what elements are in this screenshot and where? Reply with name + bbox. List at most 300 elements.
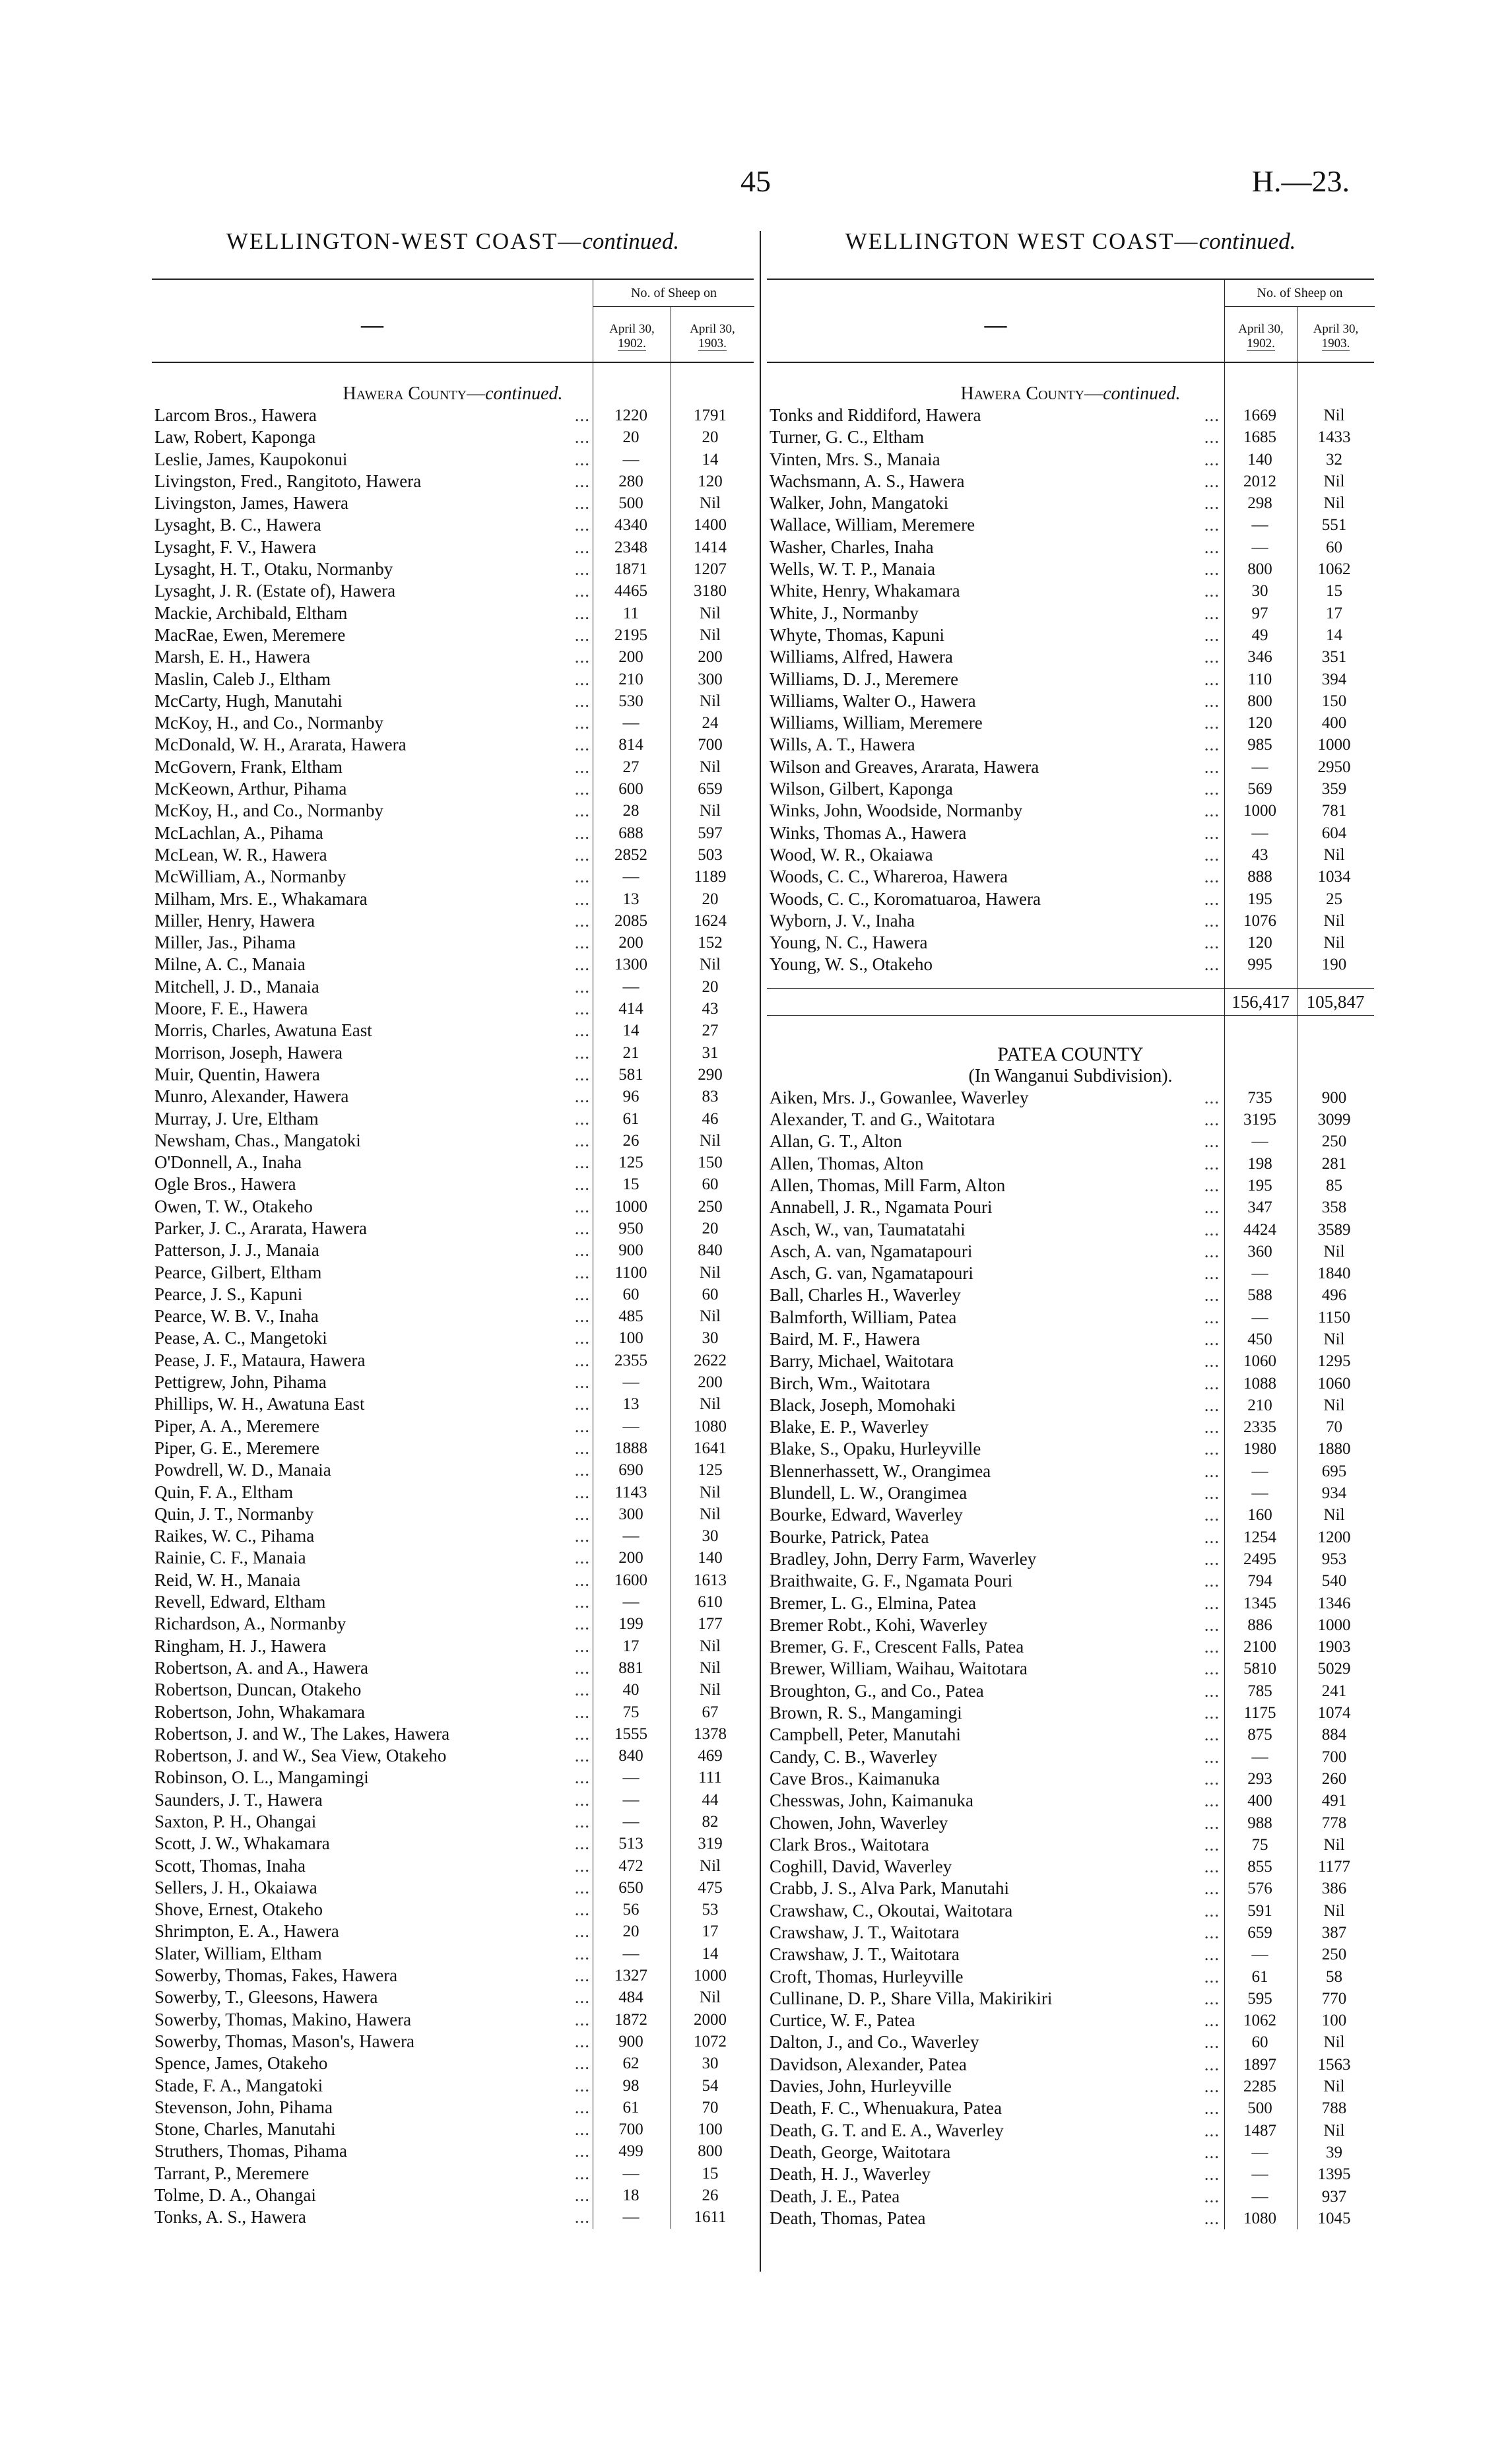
- owner-name: Cave Bros., Kaimanuka: [770, 1768, 940, 1789]
- owner-name: McDonald, W. H., Ararata, Hawera: [154, 735, 407, 755]
- owner-name: Saunders, J. T., Hawera: [154, 1789, 323, 1810]
- sheep-1903: 85: [1326, 1176, 1342, 1195]
- sheep-1902: 195: [1247, 890, 1272, 908]
- table-row: [152, 514, 754, 536]
- sheep-1902: 125: [618, 1154, 643, 1172]
- owner-name: Turner, G. C., Eltham: [770, 427, 925, 447]
- leader-dots: ...: [1204, 844, 1220, 865]
- sheep-1903: 250: [698, 1197, 723, 1216]
- table-row: [767, 624, 1374, 646]
- sheep-1902: 1871: [614, 560, 647, 579]
- sheep-1903: 900: [1321, 1088, 1347, 1107]
- sheep-1902: 1000: [1243, 802, 1276, 820]
- table-row: [152, 1899, 754, 1921]
- sheep-1903: 82: [702, 1813, 719, 1831]
- owner-name: Piper, G. E., Meremere: [154, 1437, 320, 1458]
- leader-dots: ...: [574, 1833, 590, 1854]
- table-row: [767, 712, 1374, 734]
- leader-dots: ...: [1204, 801, 1220, 821]
- owner-name: Piper, A. A., Meremere: [154, 1416, 320, 1436]
- sheep-1903: 17: [1326, 604, 1342, 622]
- leader-dots: ...: [574, 537, 590, 557]
- sheep-1902: 794: [1247, 1572, 1272, 1591]
- sheep-1902: 581: [618, 1065, 643, 1084]
- leader-dots: ...: [574, 405, 590, 425]
- sheep-1902: 110: [1247, 670, 1272, 688]
- sheep-1902: 985: [1247, 736, 1272, 754]
- sheep-1903: 17: [702, 1922, 719, 1941]
- right-rows-hawera: [767, 405, 1374, 976]
- table-row: [152, 1262, 754, 1284]
- table-row: [767, 405, 1374, 426]
- sheep-1902: 2852: [614, 845, 647, 864]
- owner-name: Young, N. C., Hawera: [770, 933, 928, 953]
- sheep-1902: 62: [622, 2054, 640, 2073]
- sheep-1902: 1000: [614, 1197, 647, 1216]
- sheep-1902: 18: [622, 2186, 640, 2205]
- sheep-1902: 2100: [1243, 1638, 1276, 1657]
- sheep-1903: 1062: [1317, 560, 1351, 579]
- sheep-1903: Nil: [700, 1637, 721, 1655]
- owner-name: Death, F. C., Whenuakura, Patea: [770, 2098, 1002, 2118]
- sheep-1903: 24: [702, 714, 719, 733]
- total-1902: 156,417: [1232, 991, 1290, 1012]
- table-row: [152, 910, 754, 932]
- sheep-1903: 43: [702, 1000, 719, 1018]
- owner-name: Croft, Thomas, Hurleyville: [770, 1966, 964, 1987]
- owner-name: Morris, Charles, Awatuna East: [154, 1020, 372, 1041]
- owner-name: Chowen, John, Waverley: [770, 1812, 948, 1833]
- leader-dots: ...: [1204, 2142, 1220, 2162]
- table-row: [152, 1416, 754, 1437]
- leader-dots: ...: [1204, 1351, 1220, 1371]
- sheep-1903: 190: [1321, 956, 1347, 974]
- table-row: [152, 1042, 754, 1064]
- owner-name: Young, W. S., Otakeho: [770, 954, 933, 975]
- owner-name: Tonks, A. S., Hawera: [154, 2207, 306, 2227]
- owner-name: Robertson, Duncan, Otakeho: [154, 1680, 362, 1700]
- table-row: [767, 2054, 1374, 2076]
- sheep-1902: 26: [622, 1131, 640, 1150]
- table-row: [152, 1108, 754, 1130]
- table-row: [152, 1064, 754, 1086]
- sheep-1902: 472: [618, 1856, 643, 1875]
- sheep-1902: 1327: [614, 1967, 647, 1985]
- leader-dots: ...: [1204, 2032, 1220, 2052]
- sheep-1903: Nil: [700, 802, 721, 820]
- table-row: [152, 1130, 754, 1152]
- leader-dots: ...: [1204, 559, 1220, 579]
- sheep-1903: 1395: [1317, 2165, 1351, 2184]
- table-row: [152, 2184, 754, 2206]
- table-row: [152, 1350, 754, 1371]
- sheep-1903: 1400: [694, 516, 727, 535]
- leader-dots: ...: [574, 735, 590, 755]
- owner-name: Stone, Charles, Manutahi: [154, 2119, 336, 2140]
- owner-name: McLean, W. R., Hawera: [154, 844, 327, 865]
- table-row: [152, 624, 754, 646]
- leader-dots: ...: [1204, 2010, 1220, 2031]
- leader-dots: ...: [574, 888, 590, 909]
- owner-name: Asch, G. van, Ngamatapouri: [770, 1263, 973, 1284]
- leader-dots: ...: [574, 1437, 590, 1458]
- leader-dots: ...: [574, 867, 590, 887]
- sheep-1903: 1346: [1317, 1594, 1351, 1612]
- owner-name: Munro, Alexander, Hawera: [154, 1086, 349, 1107]
- sheep-1902: 75: [1251, 1835, 1268, 1854]
- sheep-1902: 96: [622, 1088, 640, 1106]
- sheep-1903: 44: [702, 1790, 719, 1809]
- sheep-1902: 450: [1247, 1330, 1272, 1348]
- table-row: [767, 1944, 1374, 1965]
- sheep-1903: Nil: [700, 626, 721, 644]
- sheep-1902: 2195: [614, 626, 647, 644]
- sheep-1903: 604: [1321, 824, 1347, 842]
- sheep-1902: 60: [622, 1285, 640, 1303]
- table-row: [152, 2052, 754, 2074]
- left-column-title: WELLINGTON-WEST COAST—continued.: [226, 228, 680, 254]
- sheep-1902: 886: [1247, 1616, 1272, 1634]
- left-table-header: [152, 279, 754, 363]
- leader-dots: ...: [574, 2207, 590, 2227]
- sheep-1902: 4424: [1243, 1220, 1276, 1239]
- sheep-1903: 15: [702, 2164, 719, 2183]
- owner-name: Rainie, C. F., Manaia: [154, 1548, 306, 1568]
- sheep-1902: 200: [618, 1549, 643, 1567]
- owner-name: Clark Bros., Waitotara: [770, 1834, 929, 1855]
- sheep-1903: Nil: [1323, 494, 1345, 513]
- owner-name: Winks, Thomas A., Hawera: [770, 822, 967, 843]
- sheep-1902: —: [622, 714, 640, 733]
- sheep-1902: 1076: [1243, 911, 1276, 930]
- sheep-1902: 120: [1247, 714, 1272, 733]
- leader-dots: ...: [574, 1460, 590, 1480]
- leader-dots: ...: [574, 1218, 590, 1238]
- sheep-1903: 610: [698, 1593, 723, 1612]
- owner-name: Woods, C. C., Koromatuaroa, Hawera: [770, 888, 1041, 909]
- owner-name: Brewer, William, Waihau, Waitotara: [770, 1658, 1028, 1679]
- leader-dots: ...: [1204, 427, 1220, 447]
- sheep-1902: —: [622, 1813, 640, 1831]
- sheep-1902: 688: [618, 824, 643, 842]
- owner-name: Bradley, John, Derry Farm, Waverley: [770, 1548, 1037, 1569]
- table-row: [767, 1812, 1374, 1834]
- sheep-1902: 300: [618, 1505, 643, 1523]
- sheep-1903: 394: [1321, 670, 1347, 688]
- total-1903: 105,847: [1306, 991, 1365, 1012]
- owner-name: Campbell, Peter, Manutahi: [770, 1724, 961, 1745]
- table-row: [767, 514, 1374, 536]
- table-row: [152, 2118, 754, 2140]
- sheep-1902: 1100: [614, 1263, 647, 1282]
- leader-dots: ...: [574, 1569, 590, 1590]
- owner-name: Crawshaw, C., Okoutai, Waitotara: [770, 1900, 1013, 1921]
- sheep-1902: 900: [618, 2032, 643, 2051]
- sheep-1902: 1872: [614, 2010, 647, 2029]
- table-row: [767, 778, 1374, 800]
- sheep-1903: Nil: [1323, 472, 1345, 490]
- table-row: [152, 1833, 754, 1855]
- sheep-1902: 2085: [614, 911, 647, 930]
- sheep-1902: 17: [622, 1637, 640, 1655]
- name-column-header: —: [984, 313, 1007, 337]
- sheep-1902: 785: [1247, 1682, 1272, 1700]
- owner-name: Sellers, J. H., Okaiawa: [154, 1877, 317, 1897]
- owner-name: Bourke, Edward, Waverley: [770, 1505, 963, 1525]
- section-subheading-patea: (In Wanganui Subdivision).: [968, 1065, 1173, 1086]
- sheep-1903: 2950: [1317, 758, 1351, 776]
- sheep-1903: Nil: [700, 1681, 721, 1699]
- sheep-1902: —: [622, 1769, 640, 1787]
- table-row: [767, 1438, 1374, 1460]
- owner-name: Wilson and Greaves, Ararata, Hawera: [770, 756, 1039, 777]
- leader-dots: ...: [1204, 515, 1220, 535]
- sheep-1903: 20: [702, 1219, 719, 1237]
- leader-dots: ...: [1204, 1527, 1220, 1547]
- table-row: [152, 690, 754, 712]
- sheep-1903: Nil: [1323, 1330, 1345, 1348]
- leader-dots: ...: [574, 669, 590, 689]
- leader-dots: ...: [1204, 1131, 1220, 1152]
- sheep-1902: 855: [1247, 1858, 1272, 1876]
- table-row: [152, 1745, 754, 1767]
- table-row: [152, 2097, 754, 2118]
- leader-dots: ...: [1204, 1812, 1220, 1833]
- sheep-1902: —: [1251, 824, 1268, 842]
- table-row: [152, 888, 754, 910]
- owner-name: Newsham, Chas., Mangatoki: [154, 1130, 361, 1150]
- sheep-1903: 260: [1321, 1769, 1347, 1788]
- owner-name: Bremer, G. F., Crescent Falls, Patea: [770, 1637, 1024, 1657]
- owner-name: Tolme, D. A., Ohangai: [154, 2185, 316, 2206]
- table-row: [767, 426, 1374, 448]
- owner-name: Lysaght, B. C., Hawera: [154, 515, 321, 535]
- table-row: [767, 1614, 1374, 1636]
- sheep-1903: Nil: [700, 1307, 721, 1326]
- owner-name: Larcom Bros., Hawera: [154, 405, 317, 425]
- sheep-1902: 875: [1247, 1726, 1272, 1744]
- table-row: [767, 1966, 1374, 1988]
- table-row: [767, 1702, 1374, 1724]
- left-table-body: [152, 363, 754, 2229]
- owner-name: Richardson, A., Normanby: [154, 1614, 346, 1634]
- sheep-1903: 100: [698, 2120, 723, 2139]
- owner-name: Baird, M. F., Hawera: [770, 1329, 921, 1349]
- leader-dots: ...: [574, 2009, 590, 2029]
- owner-name: Wallace, William, Meremere: [770, 515, 975, 535]
- owner-name: White, Henry, Whakamara: [770, 581, 960, 601]
- sheep-1902: 56: [622, 1901, 640, 1919]
- leader-dots: ...: [574, 1701, 590, 1722]
- table-row: [767, 2097, 1374, 2119]
- leader-dots: ...: [1204, 1461, 1220, 1481]
- leader-dots: ...: [1204, 471, 1220, 491]
- table-row: [152, 1635, 754, 1657]
- table-row: [767, 2142, 1374, 2163]
- leader-dots: ...: [1204, 735, 1220, 755]
- leader-dots: ...: [574, 581, 590, 601]
- table-row: [767, 1548, 1374, 1570]
- owner-name: Quin, J. T., Normanby: [154, 1503, 314, 1524]
- table-row: [767, 580, 1374, 602]
- leader-dots: ...: [574, 1086, 590, 1107]
- leader-dots: ...: [574, 713, 590, 733]
- owner-name: Blake, E. P., Waverley: [770, 1417, 929, 1437]
- leader-dots: ...: [1204, 1922, 1220, 1942]
- table-row: [152, 669, 754, 690]
- owner-name: Blake, S., Opaku, Hurleyville: [770, 1439, 981, 1459]
- owner-name: McCarty, Hugh, Manutahi: [154, 690, 343, 711]
- leader-dots: ...: [1204, 2186, 1220, 2206]
- table-row: [767, 734, 1374, 756]
- sheep-1903: 200: [698, 648, 723, 667]
- sheep-1903: 319: [698, 1835, 723, 1853]
- leader-dots: ...: [1204, 1417, 1220, 1437]
- sheep-1903: 58: [1326, 1967, 1342, 1986]
- sheep-1902: —: [1251, 758, 1268, 776]
- owner-name: Death, G. T. and E. A., Waverley: [770, 2120, 1004, 2140]
- leader-dots: ...: [1204, 867, 1220, 887]
- table-row: [767, 1527, 1374, 1548]
- sheep-1902: 988: [1247, 1814, 1272, 1832]
- table-row: [767, 932, 1374, 954]
- leader-dots: ...: [574, 1503, 590, 1524]
- sheep-1903: 387: [1321, 1924, 1347, 1942]
- sheep-1902: 200: [618, 934, 643, 952]
- owner-name: Blundell, L. W., Orangimea: [770, 1483, 968, 1503]
- leader-dots: ...: [574, 1064, 590, 1084]
- right-table-header: [767, 279, 1374, 363]
- leader-dots: ...: [1204, 581, 1220, 601]
- sheep-1903: 125: [698, 1461, 723, 1480]
- sheep-1902: 40: [622, 1681, 640, 1699]
- leader-dots: ...: [1204, 1637, 1220, 1657]
- table-row: [767, 1768, 1374, 1790]
- sheep-1903: 67: [702, 1703, 719, 1721]
- leader-dots: ...: [574, 603, 590, 623]
- owner-name: Davies, John, Hurleyville: [770, 2076, 952, 2097]
- sheep-1903: 503: [698, 845, 723, 864]
- owner-name: Wachsmann, A. S., Hawera: [770, 471, 965, 491]
- owner-name: Williams, D. J., Meremere: [770, 669, 959, 689]
- sheep-1903: 14: [702, 1944, 719, 1963]
- table-row: [767, 1658, 1374, 1680]
- owner-name: Braithwaite, G. F., Ngamata Pouri: [770, 1571, 1013, 1591]
- table-row: [152, 1020, 754, 1041]
- owner-name: Whyte, Thomas, Kapuni: [770, 624, 944, 645]
- leader-dots: ...: [574, 1657, 590, 1678]
- table-row: [767, 2076, 1374, 2097]
- table-row: [767, 1636, 1374, 1658]
- sheep-1903: 14: [702, 450, 719, 469]
- leader-dots: ...: [1204, 1373, 1220, 1393]
- table-row: [152, 558, 754, 580]
- table-row: [152, 426, 754, 448]
- leader-dots: ...: [1204, 1746, 1220, 1767]
- sheep-1902: 1600: [614, 1571, 647, 1589]
- leader-dots: ...: [1204, 1263, 1220, 1284]
- section-heading-patea: PATEA COUNTY: [997, 1043, 1144, 1065]
- sheep-1903: 14: [1326, 626, 1342, 644]
- sheep-1903: 200: [698, 1373, 723, 1392]
- page-number: 45: [740, 164, 771, 198]
- table-row: [767, 1329, 1374, 1350]
- owner-name: Woods, C. C., Whareroa, Hawera: [770, 867, 1008, 887]
- owner-name: Pease, J. F., Mataura, Hawera: [154, 1350, 366, 1370]
- sheep-1903: Nil: [700, 1856, 721, 1875]
- leader-dots: ...: [574, 1108, 590, 1129]
- leader-dots: ...: [574, 910, 590, 931]
- table-row: [767, 1922, 1374, 1944]
- leader-dots: ...: [1204, 1219, 1220, 1239]
- sheep-1902: 484: [618, 1988, 643, 2007]
- table-row: [767, 800, 1374, 822]
- table-row: [767, 1175, 1374, 1197]
- owner-name: Leslie, James, Kaupokonui: [154, 449, 348, 469]
- leader-dots: ...: [574, 2097, 590, 2117]
- table-row: [152, 492, 754, 514]
- table-row: [767, 1878, 1374, 1899]
- sheep-1903: Nil: [700, 1263, 721, 1282]
- sheep-1903: 800: [698, 2142, 723, 2161]
- leader-dots: ...: [574, 822, 590, 843]
- sheep-1903: Nil: [700, 1395, 721, 1414]
- table-row: [767, 669, 1374, 690]
- right-column-title: WELLINGTON WEST COAST—continued.: [845, 228, 1296, 254]
- leader-dots: ...: [574, 779, 590, 799]
- owner-name: McWilliam, A., Normanby: [154, 867, 346, 887]
- owner-name: Pearce, Gilbert, Eltham: [154, 1262, 322, 1282]
- sheep-1902: 200: [618, 648, 643, 667]
- sheep-1902: —: [1251, 516, 1268, 535]
- sheep-1902: 75: [622, 1703, 640, 1721]
- sheep-1903: 150: [698, 1154, 723, 1172]
- table-row: [152, 537, 754, 558]
- table-row: [767, 646, 1374, 668]
- sheep-1903: 1563: [1317, 2055, 1351, 2074]
- owner-name: Balmforth, William, Patea: [770, 1307, 957, 1327]
- leader-dots: ...: [574, 1196, 590, 1216]
- sheep-1902: 591: [1247, 1901, 1272, 1920]
- sheep-1902: 2355: [614, 1351, 647, 1369]
- leader-dots: ...: [1204, 713, 1220, 733]
- table-row: [152, 1525, 754, 1547]
- owner-name: Pearce, J. S., Kapuni: [154, 1284, 303, 1304]
- sheep-1903: 1000: [694, 1967, 727, 1985]
- owner-name: Allan, G. T., Alton: [770, 1131, 902, 1152]
- leader-dots: ...: [574, 1746, 590, 1766]
- sheep-1903: 386: [1321, 1880, 1347, 1898]
- table-row: [152, 1569, 754, 1591]
- leader-dots: ...: [574, 2075, 590, 2095]
- sheep-1902: —: [622, 1593, 640, 1612]
- sheep-1902: 100: [618, 1329, 643, 1348]
- sheep-1902: 950: [618, 1219, 643, 1237]
- sheep-1903: 1177: [1317, 1858, 1351, 1876]
- sheep-1902: 20: [622, 428, 640, 447]
- leader-dots: ...: [1204, 2164, 1220, 2184]
- owner-name: Sowerby, Thomas, Mason's, Hawera: [154, 2031, 415, 2051]
- table-row: [152, 866, 754, 888]
- sheep-1902: —: [1251, 1133, 1268, 1151]
- sheep-1902: 3195: [1243, 1111, 1276, 1129]
- sheep-1903: Nil: [1323, 1396, 1345, 1414]
- sheep-1903: 491: [1321, 1792, 1347, 1810]
- table-row: [152, 1239, 754, 1261]
- sheep-1902: 98: [622, 2076, 640, 2095]
- owner-name: White, J., Normanby: [770, 603, 919, 623]
- leader-dots: ...: [574, 1943, 590, 1963]
